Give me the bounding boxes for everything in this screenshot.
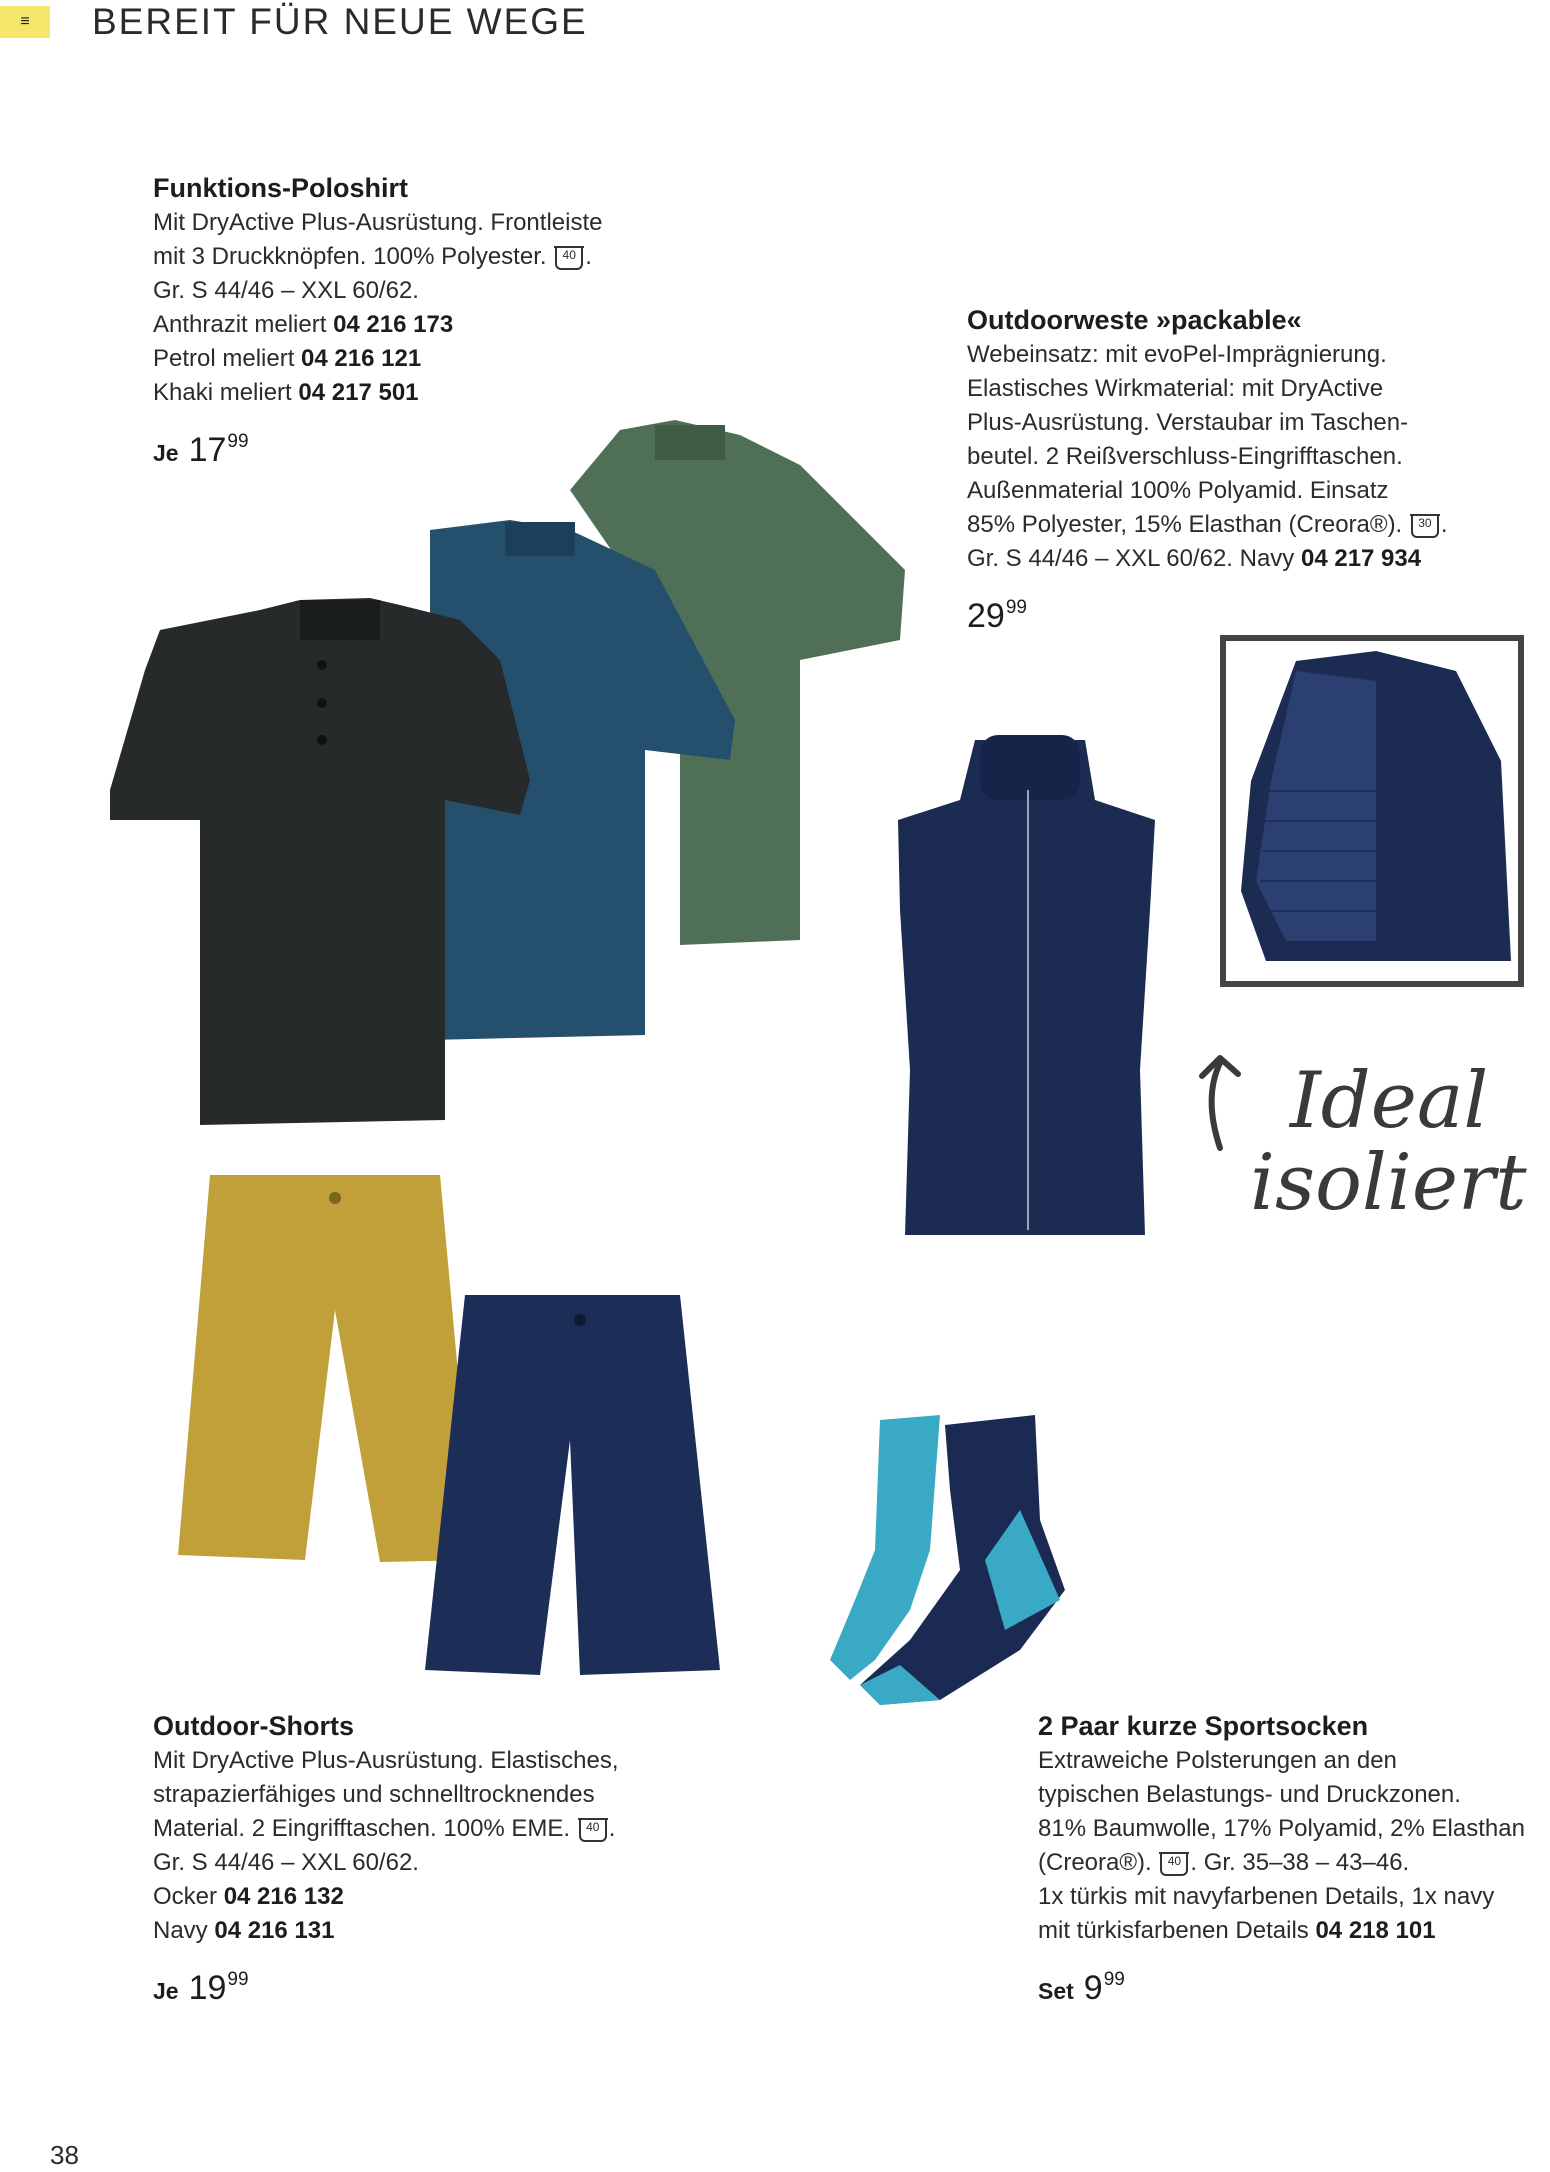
page-title: BEREIT FÜR NEUE WEGE bbox=[92, 1, 588, 42]
product-desc: Mit DryActive Plus-Ausrüstung. Elastisches, bbox=[153, 1747, 619, 1774]
product-desc: strapazierfähiges und schnelltrocknendes bbox=[153, 1781, 595, 1808]
price: $29^{99}$ bbox=[967, 597, 1027, 635]
shorts-navy bbox=[425, 1295, 720, 1675]
wash-30-icon: 30 bbox=[1411, 514, 1439, 538]
shorts-image bbox=[170, 1170, 730, 1690]
article-number: 04 217 934 bbox=[1300, 545, 1422, 572]
wash-40-icon: 40 bbox=[555, 246, 583, 270]
wash-40-icon: 40 bbox=[1160, 1852, 1188, 1876]
product-desc: (Creora®). 40 . Gr. 35–38 – 43–46. bbox=[1038, 1849, 1410, 1876]
callout-line: Ideal bbox=[1290, 1056, 1489, 1146]
variant-item: Ocker 04 216 132 bbox=[153, 1883, 344, 1910]
vest-image bbox=[890, 730, 1180, 1250]
product-desc: Material. 2 Eingrifftaschen. 100% EME. 40 . bbox=[153, 1815, 616, 1842]
price: Je $17^{99}$ bbox=[153, 431, 249, 469]
socks-image bbox=[820, 1400, 1080, 1730]
polo-shirts-image bbox=[100, 420, 920, 1140]
product-desc: Extraweiche Polsterungen an den bbox=[1038, 1747, 1397, 1774]
price: Je $19^{99}$ bbox=[153, 1969, 249, 2007]
product-desc: mit türkisfarbenen Details 04 218 101 bbox=[1038, 1917, 1436, 1944]
product-desc: Elastisches Wirkmaterial: mit DryActive bbox=[967, 375, 1384, 402]
product-desc: 1x türkis mit navyfarbenen Details, 1x navy bbox=[1038, 1883, 1495, 1910]
price: Set $9^{99}$ bbox=[1038, 1969, 1125, 2007]
product-sizes: Gr. S 44/46 – XXL 60/62. Navy 04 217 934 bbox=[967, 545, 1422, 572]
vest-detail-image bbox=[1226, 641, 1518, 981]
article-number: 04 216 173 bbox=[333, 311, 454, 338]
variant-item: Navy 04 216 131 bbox=[153, 1917, 335, 1944]
variant-item: Petrol meliert 04 216 121 bbox=[153, 345, 422, 372]
product-title: Outdoor-Shorts bbox=[153, 1711, 354, 1741]
product-desc: Webeinsatz: mit evoPel-Imprägnierung. bbox=[967, 341, 1387, 368]
product-desc: Außenmaterial 100% Polyamid. Einsatz bbox=[967, 477, 1389, 504]
product-shorts bbox=[153, 1708, 618, 2011]
product-desc: 85% Polyester, 15% Elasthan (Creora®). 30 . bbox=[967, 511, 1448, 538]
product-desc: Mit DryActive Plus-Ausrüstung. Frontleiste bbox=[153, 209, 603, 236]
product-sizes: Gr. S 44/46 – XXL 60/62. bbox=[153, 277, 419, 304]
article-number: 04 216 131 bbox=[214, 1917, 335, 1944]
article-number: 04 218 101 bbox=[1315, 1917, 1436, 1944]
product-desc: 81% Baumwolle, 17% Polyamid, 2% Elasthan bbox=[1038, 1815, 1525, 1842]
wash-40-icon: 40 bbox=[579, 1818, 607, 1842]
product-desc: typischen Belastungs- und Druckzonen. bbox=[1038, 1781, 1461, 1808]
article-number: 04 217 501 bbox=[298, 379, 419, 406]
variant-item: Khaki meliert 04 217 501 bbox=[153, 379, 419, 406]
product-desc: Plus-Ausrüstung. Verstaubar im Taschen- bbox=[967, 409, 1409, 436]
page-number: 38 bbox=[50, 2140, 79, 2170]
callout-line: isoliert bbox=[1250, 1138, 1527, 1228]
article-number: 04 216 132 bbox=[223, 1883, 344, 1910]
product-vest bbox=[967, 302, 1448, 636]
product-title: Outdoorweste »packable« bbox=[967, 305, 1302, 335]
article-number: 04 216 121 bbox=[301, 345, 422, 372]
menu-glyph: ≡ bbox=[20, 13, 30, 30]
product-sizes: Gr. S 44/46 – XXL 60/62. bbox=[153, 1849, 419, 1876]
product-desc: mit 3 Druckknöpfen. 100% Polyester. 40 . bbox=[153, 243, 592, 270]
callout-ideal-isoliert bbox=[1250, 1056, 1527, 1228]
product-title: 2 Paar kurze Sportsocken bbox=[1038, 1711, 1369, 1741]
vest-detail-frame bbox=[1220, 635, 1524, 987]
variant-item: Anthrazit meliert 04 216 173 bbox=[153, 311, 454, 338]
menu-icon[interactable] bbox=[0, 6, 50, 38]
product-desc: beutel. 2 Reißverschluss-Eingrifftaschen. bbox=[967, 443, 1403, 470]
shorts-ochre bbox=[178, 1175, 475, 1562]
product-title: Funktions-Poloshirt bbox=[153, 173, 408, 203]
product-socks bbox=[1038, 1708, 1525, 2011]
